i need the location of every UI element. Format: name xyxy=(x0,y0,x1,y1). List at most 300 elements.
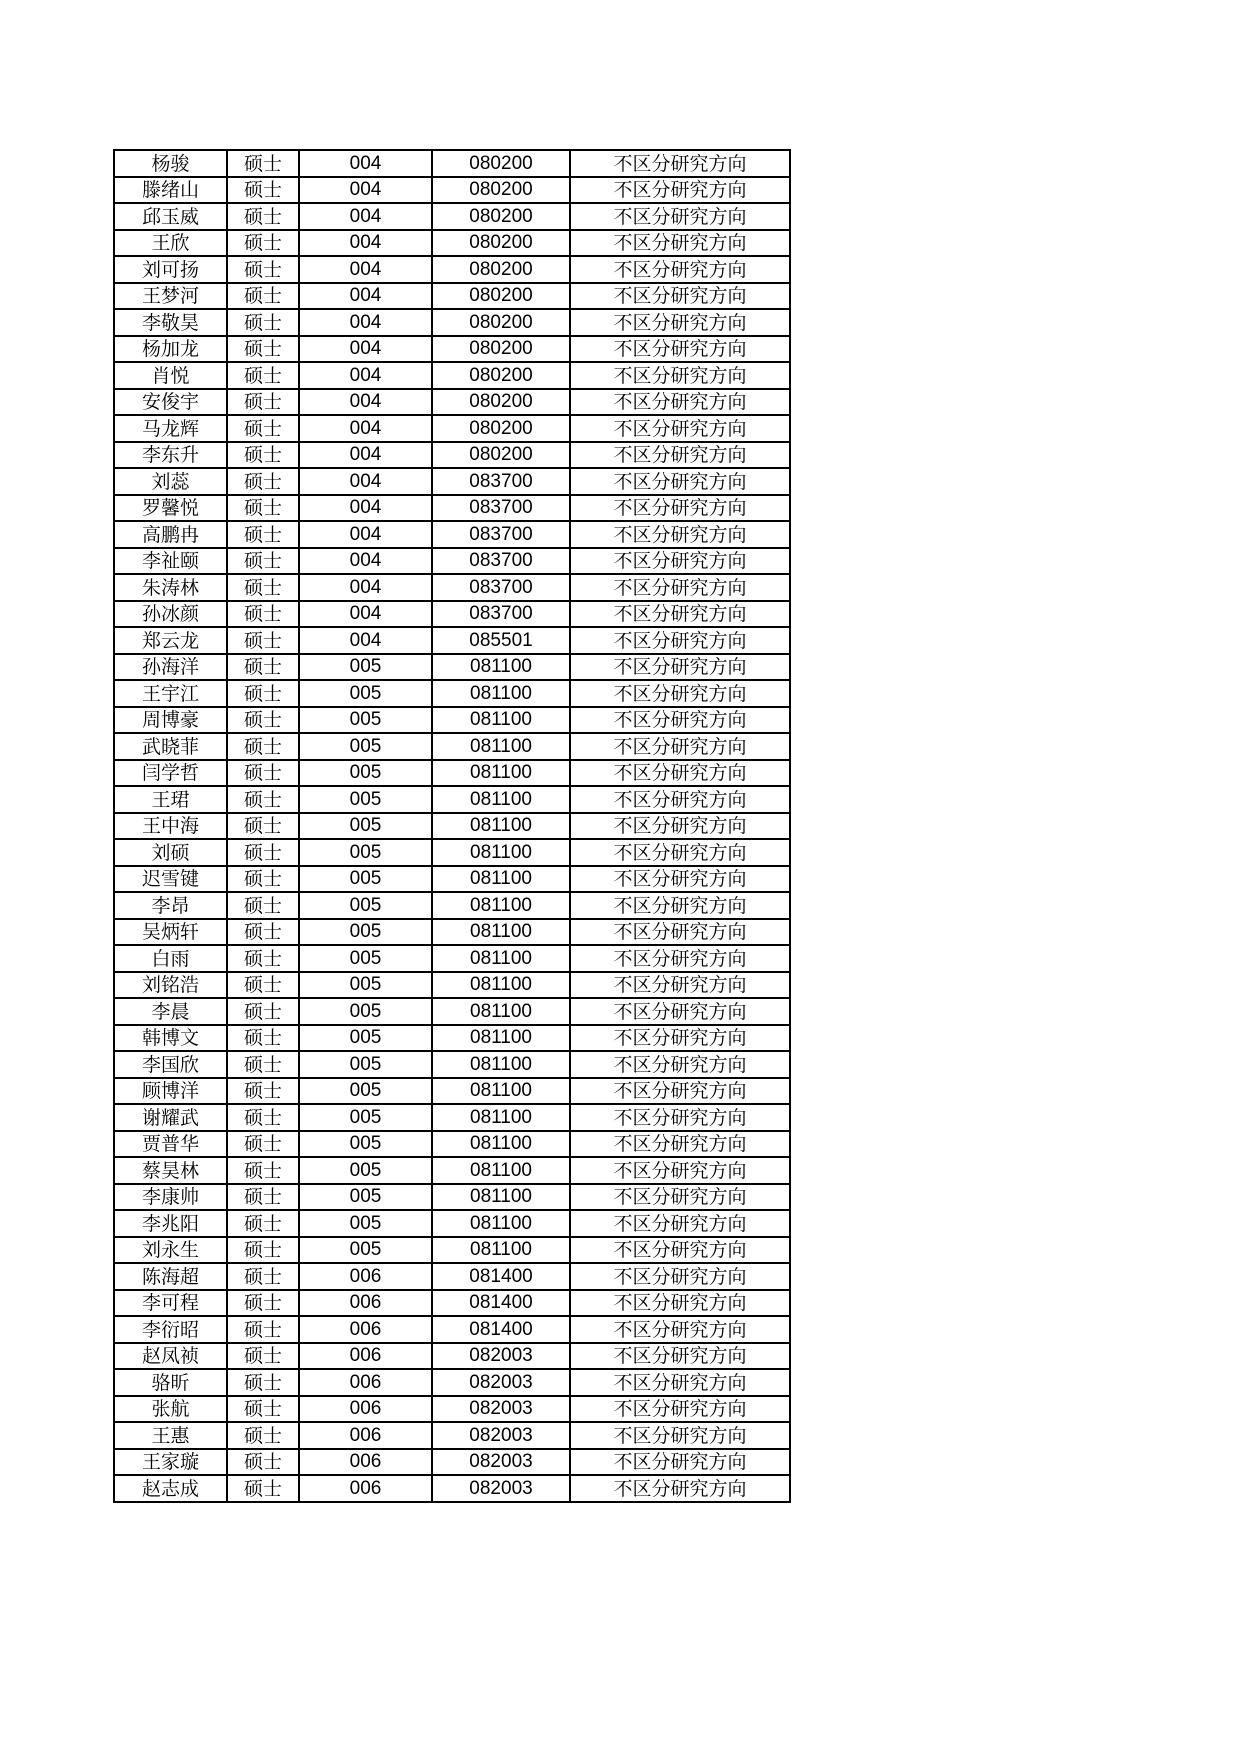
department-code-cell: 006 xyxy=(299,1449,432,1476)
degree-type-cell: 硕士 xyxy=(227,1422,299,1449)
degree-type-cell: 硕士 xyxy=(227,1184,299,1211)
department-code-cell: 005 xyxy=(299,760,432,787)
degree-type-cell: 硕士 xyxy=(227,177,299,204)
degree-type-cell: 硕士 xyxy=(227,1290,299,1317)
research-direction-cell: 不区分研究方向 xyxy=(570,230,790,257)
degree-type-cell: 硕士 xyxy=(227,574,299,601)
major-code-cell: 080200 xyxy=(432,415,570,442)
major-code-cell: 081400 xyxy=(432,1263,570,1290)
student-name-cell: 李衍昭 xyxy=(114,1316,227,1343)
major-code-cell: 082003 xyxy=(432,1475,570,1502)
student-name-cell: 肖悦 xyxy=(114,362,227,389)
research-direction-cell: 不区分研究方向 xyxy=(570,998,790,1025)
research-direction-cell: 不区分研究方向 xyxy=(570,1263,790,1290)
student-name-cell: 邱玉威 xyxy=(114,203,227,230)
table-row xyxy=(114,177,790,204)
student-name-cell: 王惠 xyxy=(114,1422,227,1449)
major-code-cell: 081100 xyxy=(432,1051,570,1078)
degree-type-cell: 硕士 xyxy=(227,839,299,866)
table-row xyxy=(114,1396,790,1423)
student-name-cell: 谢耀武 xyxy=(114,1104,227,1131)
department-code-cell: 005 xyxy=(299,1131,432,1158)
student-name-cell: 韩博文 xyxy=(114,1025,227,1052)
table-row xyxy=(114,1104,790,1131)
table-row xyxy=(114,1475,790,1502)
table-row xyxy=(114,1290,790,1317)
department-code-cell: 004 xyxy=(299,495,432,522)
degree-type-cell: 硕士 xyxy=(227,1369,299,1396)
degree-type-cell: 硕士 xyxy=(227,1343,299,1370)
major-code-cell: 080200 xyxy=(432,230,570,257)
student-name-cell: 李晨 xyxy=(114,998,227,1025)
department-code-cell: 004 xyxy=(299,574,432,601)
degree-type-cell: 硕士 xyxy=(227,309,299,336)
degree-type-cell: 硕士 xyxy=(227,1237,299,1264)
department-code-cell: 004 xyxy=(299,203,432,230)
research-direction-cell: 不区分研究方向 xyxy=(570,866,790,893)
department-code-cell: 004 xyxy=(299,601,432,628)
degree-type-cell: 硕士 xyxy=(227,1051,299,1078)
table-row xyxy=(114,495,790,522)
table-row xyxy=(114,839,790,866)
student-name-cell: 刘硕 xyxy=(114,839,227,866)
table-row xyxy=(114,1025,790,1052)
major-code-cell: 081100 xyxy=(432,786,570,813)
student-name-cell: 白雨 xyxy=(114,945,227,972)
research-direction-cell: 不区分研究方向 xyxy=(570,1396,790,1423)
major-code-cell: 080200 xyxy=(432,203,570,230)
research-direction-cell: 不区分研究方向 xyxy=(570,1369,790,1396)
table-row xyxy=(114,972,790,999)
table-row xyxy=(114,468,790,495)
table-row xyxy=(114,733,790,760)
degree-type-cell: 硕士 xyxy=(227,707,299,734)
major-code-cell: 080200 xyxy=(432,177,570,204)
major-code-cell: 082003 xyxy=(432,1449,570,1476)
major-code-cell: 081100 xyxy=(432,972,570,999)
table-row xyxy=(114,919,790,946)
table-row xyxy=(114,150,790,177)
department-code-cell: 004 xyxy=(299,627,432,654)
research-direction-cell: 不区分研究方向 xyxy=(570,442,790,469)
department-code-cell: 005 xyxy=(299,1184,432,1211)
degree-type-cell: 硕士 xyxy=(227,203,299,230)
table-row xyxy=(114,786,790,813)
degree-type-cell: 硕士 xyxy=(227,442,299,469)
research-direction-cell: 不区分研究方向 xyxy=(570,839,790,866)
degree-type-cell: 硕士 xyxy=(227,972,299,999)
department-code-cell: 005 xyxy=(299,998,432,1025)
degree-type-cell: 硕士 xyxy=(227,760,299,787)
research-direction-cell: 不区分研究方向 xyxy=(570,283,790,310)
major-code-cell: 081100 xyxy=(432,892,570,919)
student-name-cell: 王梦河 xyxy=(114,283,227,310)
student-name-cell: 李东升 xyxy=(114,442,227,469)
major-code-cell: 081400 xyxy=(432,1316,570,1343)
table-row xyxy=(114,1184,790,1211)
research-direction-cell: 不区分研究方向 xyxy=(570,1131,790,1158)
major-code-cell: 081100 xyxy=(432,1184,570,1211)
major-code-cell: 081100 xyxy=(432,1210,570,1237)
research-direction-cell: 不区分研究方向 xyxy=(570,1343,790,1370)
department-code-cell: 004 xyxy=(299,336,432,363)
table-row xyxy=(114,1078,790,1105)
student-name-cell: 刘可扬 xyxy=(114,256,227,283)
degree-type-cell: 硕士 xyxy=(227,866,299,893)
table-row xyxy=(114,1343,790,1370)
degree-type-cell: 硕士 xyxy=(227,1396,299,1423)
table-row xyxy=(114,574,790,601)
table-row xyxy=(114,1210,790,1237)
table-row xyxy=(114,892,790,919)
major-code-cell: 080200 xyxy=(432,309,570,336)
major-code-cell: 080200 xyxy=(432,336,570,363)
table-row xyxy=(114,707,790,734)
degree-type-cell: 硕士 xyxy=(227,256,299,283)
department-code-cell: 004 xyxy=(299,468,432,495)
table-row xyxy=(114,1131,790,1158)
research-direction-cell: 不区分研究方向 xyxy=(570,389,790,416)
research-direction-cell: 不区分研究方向 xyxy=(570,945,790,972)
department-code-cell: 005 xyxy=(299,919,432,946)
degree-type-cell: 硕士 xyxy=(227,919,299,946)
table-row xyxy=(114,1263,790,1290)
major-code-cell: 081100 xyxy=(432,1131,570,1158)
department-code-cell: 005 xyxy=(299,839,432,866)
degree-type-cell: 硕士 xyxy=(227,389,299,416)
table-row xyxy=(114,1316,790,1343)
degree-type-cell: 硕士 xyxy=(227,1475,299,1502)
degree-type-cell: 硕士 xyxy=(227,813,299,840)
degree-type-cell: 硕士 xyxy=(227,362,299,389)
department-code-cell: 006 xyxy=(299,1475,432,1502)
department-code-cell: 004 xyxy=(299,362,432,389)
student-name-cell: 贾普华 xyxy=(114,1131,227,1158)
degree-type-cell: 硕士 xyxy=(227,283,299,310)
major-code-cell: 081100 xyxy=(432,866,570,893)
degree-type-cell: 硕士 xyxy=(227,548,299,575)
major-code-cell: 081100 xyxy=(432,919,570,946)
research-direction-cell: 不区分研究方向 xyxy=(570,548,790,575)
major-code-cell: 083700 xyxy=(432,548,570,575)
degree-type-cell: 硕士 xyxy=(227,230,299,257)
research-direction-cell: 不区分研究方向 xyxy=(570,177,790,204)
student-name-cell: 郑云龙 xyxy=(114,627,227,654)
student-name-cell: 李兆阳 xyxy=(114,1210,227,1237)
research-direction-cell: 不区分研究方向 xyxy=(570,627,790,654)
student-name-cell: 闫学哲 xyxy=(114,760,227,787)
table-row xyxy=(114,230,790,257)
research-direction-cell: 不区分研究方向 xyxy=(570,495,790,522)
major-code-cell: 081100 xyxy=(432,945,570,972)
table-row xyxy=(114,998,790,1025)
table-row xyxy=(114,203,790,230)
department-code-cell: 004 xyxy=(299,177,432,204)
department-code-cell: 005 xyxy=(299,1210,432,1237)
degree-type-cell: 硕士 xyxy=(227,1316,299,1343)
table-row xyxy=(114,1449,790,1476)
department-code-cell: 005 xyxy=(299,813,432,840)
major-code-cell: 081100 xyxy=(432,707,570,734)
degree-type-cell: 硕士 xyxy=(227,1078,299,1105)
research-direction-cell: 不区分研究方向 xyxy=(570,203,790,230)
student-name-cell: 武晓菲 xyxy=(114,733,227,760)
student-name-cell: 迟雪键 xyxy=(114,866,227,893)
department-code-cell: 006 xyxy=(299,1263,432,1290)
student-name-cell: 杨骏 xyxy=(114,150,227,177)
degree-type-cell: 硕士 xyxy=(227,1131,299,1158)
research-direction-cell: 不区分研究方向 xyxy=(570,1157,790,1184)
department-code-cell: 005 xyxy=(299,945,432,972)
degree-type-cell: 硕士 xyxy=(227,415,299,442)
research-direction-cell: 不区分研究方向 xyxy=(570,1210,790,1237)
degree-type-cell: 硕士 xyxy=(227,945,299,972)
major-code-cell: 081100 xyxy=(432,839,570,866)
department-code-cell: 004 xyxy=(299,415,432,442)
research-direction-cell: 不区分研究方向 xyxy=(570,415,790,442)
department-code-cell: 006 xyxy=(299,1290,432,1317)
major-code-cell: 083700 xyxy=(432,468,570,495)
department-code-cell: 005 xyxy=(299,654,432,681)
student-name-cell: 王中海 xyxy=(114,813,227,840)
research-direction-cell: 不区分研究方向 xyxy=(570,1449,790,1476)
table-row xyxy=(114,521,790,548)
student-name-cell: 李昂 xyxy=(114,892,227,919)
major-code-cell: 080200 xyxy=(432,362,570,389)
student-name-cell: 杨加龙 xyxy=(114,336,227,363)
research-direction-cell: 不区分研究方向 xyxy=(570,680,790,707)
department-code-cell: 005 xyxy=(299,1157,432,1184)
department-code-cell: 005 xyxy=(299,1051,432,1078)
department-code-cell: 005 xyxy=(299,972,432,999)
research-direction-cell: 不区分研究方向 xyxy=(570,760,790,787)
student-name-cell: 罗馨悦 xyxy=(114,495,227,522)
research-direction-cell: 不区分研究方向 xyxy=(570,1316,790,1343)
student-name-cell: 安俊宇 xyxy=(114,389,227,416)
major-code-cell: 082003 xyxy=(432,1369,570,1396)
major-code-cell: 080200 xyxy=(432,256,570,283)
department-code-cell: 006 xyxy=(299,1316,432,1343)
table-row xyxy=(114,256,790,283)
major-code-cell: 080200 xyxy=(432,283,570,310)
table-row xyxy=(114,866,790,893)
major-code-cell: 081100 xyxy=(432,813,570,840)
major-code-cell: 081100 xyxy=(432,1104,570,1131)
degree-type-cell: 硕士 xyxy=(227,892,299,919)
table-row xyxy=(114,283,790,310)
degree-type-cell: 硕士 xyxy=(227,336,299,363)
table-row xyxy=(114,1051,790,1078)
research-direction-cell: 不区分研究方向 xyxy=(570,362,790,389)
student-name-cell: 李敬昊 xyxy=(114,309,227,336)
department-code-cell: 006 xyxy=(299,1422,432,1449)
degree-type-cell: 硕士 xyxy=(227,521,299,548)
major-code-cell: 083700 xyxy=(432,495,570,522)
major-code-cell: 085501 xyxy=(432,627,570,654)
student-name-cell: 刘蕊 xyxy=(114,468,227,495)
major-code-cell: 081100 xyxy=(432,680,570,707)
table-row xyxy=(114,760,790,787)
table-row xyxy=(114,654,790,681)
table-row xyxy=(114,1422,790,1449)
student-name-cell: 马龙辉 xyxy=(114,415,227,442)
major-code-cell: 083700 xyxy=(432,521,570,548)
student-name-cell: 李国欣 xyxy=(114,1051,227,1078)
department-code-cell: 005 xyxy=(299,1104,432,1131)
table-row xyxy=(114,415,790,442)
table-row xyxy=(114,389,790,416)
table-row xyxy=(114,442,790,469)
department-code-cell: 005 xyxy=(299,892,432,919)
major-code-cell: 081400 xyxy=(432,1290,570,1317)
department-code-cell: 004 xyxy=(299,283,432,310)
research-direction-cell: 不区分研究方向 xyxy=(570,601,790,628)
major-code-cell: 081100 xyxy=(432,733,570,760)
table-row xyxy=(114,680,790,707)
major-code-cell: 082003 xyxy=(432,1343,570,1370)
department-code-cell: 004 xyxy=(299,442,432,469)
student-name-cell: 骆昕 xyxy=(114,1369,227,1396)
research-direction-cell: 不区分研究方向 xyxy=(570,972,790,999)
major-code-cell: 083700 xyxy=(432,574,570,601)
student-name-cell: 吴炳轩 xyxy=(114,919,227,946)
degree-type-cell: 硕士 xyxy=(227,495,299,522)
table-row xyxy=(114,1369,790,1396)
table-body xyxy=(114,150,790,1502)
degree-type-cell: 硕士 xyxy=(227,1157,299,1184)
research-direction-cell: 不区分研究方向 xyxy=(570,892,790,919)
student-name-cell: 王珺 xyxy=(114,786,227,813)
research-direction-cell: 不区分研究方向 xyxy=(570,1025,790,1052)
degree-type-cell: 硕士 xyxy=(227,786,299,813)
research-direction-cell: 不区分研究方向 xyxy=(570,1104,790,1131)
research-direction-cell: 不区分研究方向 xyxy=(570,1290,790,1317)
table-row xyxy=(114,627,790,654)
major-code-cell: 083700 xyxy=(432,601,570,628)
department-code-cell: 006 xyxy=(299,1396,432,1423)
student-name-cell: 王宇江 xyxy=(114,680,227,707)
major-code-cell: 081100 xyxy=(432,998,570,1025)
department-code-cell: 004 xyxy=(299,309,432,336)
department-code-cell: 004 xyxy=(299,548,432,575)
student-name-cell: 蔡昊林 xyxy=(114,1157,227,1184)
degree-type-cell: 硕士 xyxy=(227,468,299,495)
research-direction-cell: 不区分研究方向 xyxy=(570,786,790,813)
department-code-cell: 005 xyxy=(299,680,432,707)
table-row xyxy=(114,336,790,363)
student-name-cell: 李祉颐 xyxy=(114,548,227,575)
student-name-cell: 李可程 xyxy=(114,1290,227,1317)
research-direction-cell: 不区分研究方向 xyxy=(570,919,790,946)
student-name-cell: 张航 xyxy=(114,1396,227,1423)
research-direction-cell: 不区分研究方向 xyxy=(570,1422,790,1449)
degree-type-cell: 硕士 xyxy=(227,680,299,707)
student-name-cell: 王欣 xyxy=(114,230,227,257)
student-name-cell: 刘铭浩 xyxy=(114,972,227,999)
research-direction-cell: 不区分研究方向 xyxy=(570,1051,790,1078)
major-code-cell: 081100 xyxy=(432,1157,570,1184)
admission-list-table xyxy=(113,149,791,1503)
department-code-cell: 004 xyxy=(299,521,432,548)
major-code-cell: 081100 xyxy=(432,1025,570,1052)
degree-type-cell: 硕士 xyxy=(227,1104,299,1131)
table-row xyxy=(114,362,790,389)
major-code-cell: 081100 xyxy=(432,760,570,787)
major-code-cell: 082003 xyxy=(432,1396,570,1423)
major-code-cell: 081100 xyxy=(432,1078,570,1105)
major-code-cell: 081100 xyxy=(432,654,570,681)
department-code-cell: 004 xyxy=(299,230,432,257)
research-direction-cell: 不区分研究方向 xyxy=(570,1184,790,1211)
research-direction-cell: 不区分研究方向 xyxy=(570,813,790,840)
research-direction-cell: 不区分研究方向 xyxy=(570,336,790,363)
student-name-cell: 周博豪 xyxy=(114,707,227,734)
table-row xyxy=(114,945,790,972)
student-name-cell: 朱涛林 xyxy=(114,574,227,601)
degree-type-cell: 硕士 xyxy=(227,654,299,681)
degree-type-cell: 硕士 xyxy=(227,1449,299,1476)
major-code-cell: 080200 xyxy=(432,389,570,416)
student-name-cell: 李康帅 xyxy=(114,1184,227,1211)
department-code-cell: 005 xyxy=(299,1237,432,1264)
degree-type-cell: 硕士 xyxy=(227,627,299,654)
major-code-cell: 080200 xyxy=(432,150,570,177)
table-row xyxy=(114,601,790,628)
major-code-cell: 080200 xyxy=(432,442,570,469)
degree-type-cell: 硕士 xyxy=(227,1025,299,1052)
department-code-cell: 004 xyxy=(299,150,432,177)
department-code-cell: 005 xyxy=(299,707,432,734)
research-direction-cell: 不区分研究方向 xyxy=(570,1237,790,1264)
department-code-cell: 005 xyxy=(299,1025,432,1052)
major-code-cell: 082003 xyxy=(432,1422,570,1449)
department-code-cell: 005 xyxy=(299,866,432,893)
research-direction-cell: 不区分研究方向 xyxy=(570,707,790,734)
table-row xyxy=(114,309,790,336)
table-row xyxy=(114,548,790,575)
student-name-cell: 孙海洋 xyxy=(114,654,227,681)
department-code-cell: 005 xyxy=(299,733,432,760)
degree-type-cell: 硕士 xyxy=(227,1210,299,1237)
student-name-cell: 王家璇 xyxy=(114,1449,227,1476)
research-direction-cell: 不区分研究方向 xyxy=(570,574,790,601)
degree-type-cell: 硕士 xyxy=(227,1263,299,1290)
degree-type-cell: 硕士 xyxy=(227,150,299,177)
student-name-cell: 刘永生 xyxy=(114,1237,227,1264)
degree-type-cell: 硕士 xyxy=(227,998,299,1025)
table-row xyxy=(114,1237,790,1264)
research-direction-cell: 不区分研究方向 xyxy=(570,468,790,495)
student-name-cell: 赵凤祯 xyxy=(114,1343,227,1370)
research-direction-cell: 不区分研究方向 xyxy=(570,733,790,760)
department-code-cell: 005 xyxy=(299,1078,432,1105)
table-row xyxy=(114,1157,790,1184)
department-code-cell: 004 xyxy=(299,389,432,416)
student-name-cell: 滕绪山 xyxy=(114,177,227,204)
department-code-cell: 005 xyxy=(299,786,432,813)
department-code-cell: 006 xyxy=(299,1369,432,1396)
degree-type-cell: 硕士 xyxy=(227,733,299,760)
research-direction-cell: 不区分研究方向 xyxy=(570,521,790,548)
research-direction-cell: 不区分研究方向 xyxy=(570,150,790,177)
table-row xyxy=(114,813,790,840)
research-direction-cell: 不区分研究方向 xyxy=(570,256,790,283)
research-direction-cell: 不区分研究方向 xyxy=(570,309,790,336)
student-name-cell: 顾博洋 xyxy=(114,1078,227,1105)
student-name-cell: 赵志成 xyxy=(114,1475,227,1502)
major-code-cell: 081100 xyxy=(432,1237,570,1264)
student-name-cell: 高鹏冉 xyxy=(114,521,227,548)
